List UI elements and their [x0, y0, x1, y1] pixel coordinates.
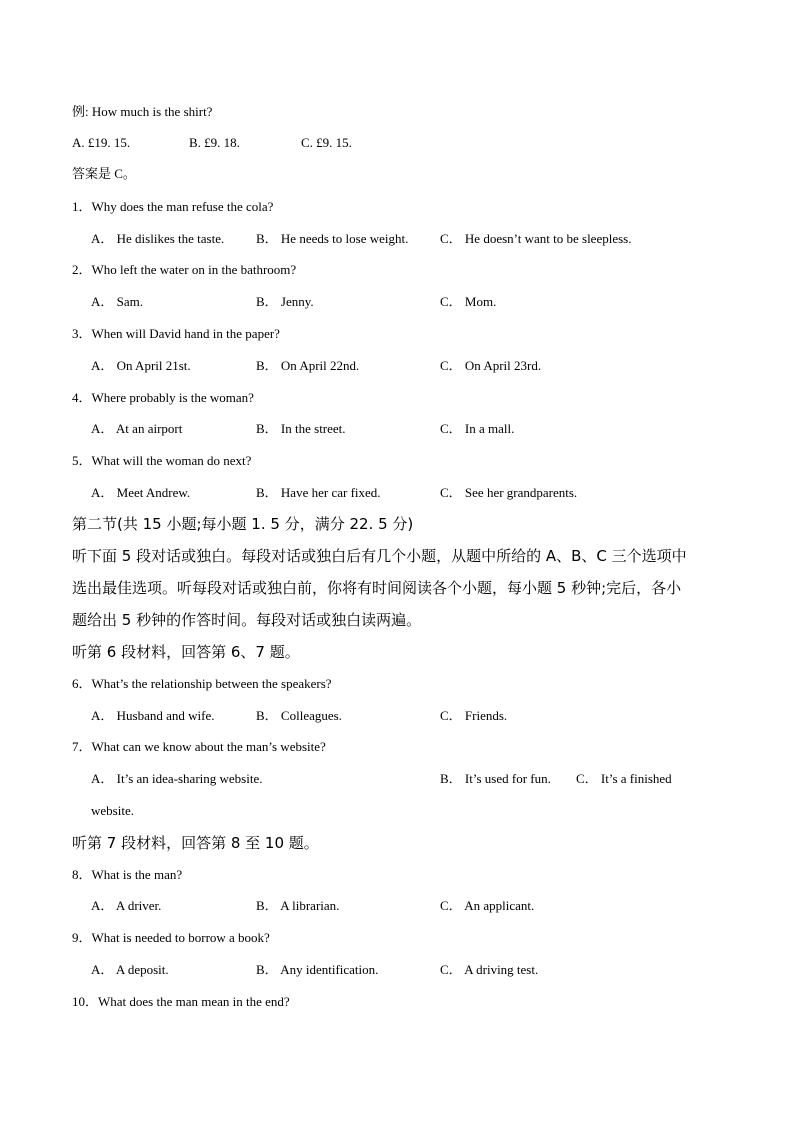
q1-option-c: C． He doesn’t want to be sleepless.: [440, 231, 632, 246]
section-2-instruction-line-3: 题给出 5 秒钟的作答时间。每段对话或独白读两遍。: [72, 611, 422, 629]
q8-option-a: A． A driver.: [91, 898, 162, 913]
q9-option-c: C． A driving test.: [440, 962, 539, 977]
q8-option-c: C． An applicant.: [440, 898, 535, 913]
q5-option-b: B． Have her car fixed.: [256, 485, 381, 500]
question-7: 7．What can we know about the man’s website?: [72, 739, 326, 754]
passage-6-heading: 听第 6 段材料，回答第 6、7 题。: [72, 643, 300, 661]
q6-option-a: A． Husband and wife.: [91, 708, 215, 723]
section-2-heading: 第二节(共 15 小题;每小题 1. 5 分，满分 22. 5 分): [72, 515, 414, 533]
q6-option-c: C． Friends.: [440, 708, 508, 723]
question-9: 9．What is needed to borrow a book?: [72, 930, 270, 945]
example-option-b: B. £9. 18.: [189, 135, 240, 150]
q3-option-a: A． On April 21st.: [91, 358, 191, 373]
section-2-instruction-line-1: 听下面 5 段对话或独白。每段对话或独白后有几个小题，从题中所给的 A、B、C 三个选项中: [72, 547, 687, 565]
question-1: 1．Why does the man refuse the cola?: [72, 199, 274, 214]
question-2: 2．Who left the water on in the bathroom?: [72, 262, 297, 277]
question-10: 10．What does the man mean in the end?: [72, 994, 290, 1009]
question-6: 6．What’s the relationship between the speakers?: [72, 676, 332, 691]
q9-option-a: A． A deposit.: [91, 962, 169, 977]
q4-option-a: A． At an airport: [91, 421, 183, 436]
q1-option-b: B． He needs to lose weight.: [256, 231, 409, 246]
q9-option-b: B． Any identification.: [256, 962, 379, 977]
q7-option-c: C． It’s a finished: [576, 771, 672, 786]
q4-option-b: B． In the street.: [256, 421, 346, 436]
q7-option-a: A． It’s an idea-sharing website.: [91, 771, 263, 786]
example-answer: 答案是 C。: [72, 166, 136, 181]
q8-option-b: B． A librarian.: [256, 898, 340, 913]
q2-option-a: A． Sam.: [91, 294, 144, 309]
passage-7-heading: 听第 7 段材料，回答第 8 至 10 题。: [72, 834, 319, 852]
q2-option-c: C． Mom.: [440, 294, 497, 309]
question-4: 4．Where probably is the woman?: [72, 390, 254, 405]
q7-option-c-continued: website.: [91, 803, 134, 818]
question-8: 8．What is the man?: [72, 867, 183, 882]
example-option-a: A. £19. 15.: [72, 135, 131, 150]
q4-option-c: C． In a mall.: [440, 421, 515, 436]
section-2-instruction-line-2: 选出最佳选项。听每段对话或独白前，你将有时间阅读各个小题，每小题 5 秒钟;完后，各小: [72, 579, 682, 597]
question-3: 3．When will David hand in the paper?: [72, 326, 280, 341]
example-option-c: C. £9. 15.: [301, 135, 352, 150]
question-5: 5．What will the woman do next?: [72, 453, 252, 468]
example-question: 例: How much is the shirt?: [72, 104, 213, 119]
q5-option-a: A． Meet Andrew.: [91, 485, 191, 500]
q2-option-b: B． Jenny.: [256, 294, 314, 309]
q6-option-b: B． Colleagues.: [256, 708, 342, 723]
q1-option-a: A． He dislikes the taste.: [91, 231, 225, 246]
q3-option-c: C． On April 23rd.: [440, 358, 542, 373]
q7-option-b: B． It’s used for fun.: [440, 771, 551, 786]
q3-option-b: B． On April 22nd.: [256, 358, 360, 373]
q5-option-c: C． See her grandparents.: [440, 485, 578, 500]
